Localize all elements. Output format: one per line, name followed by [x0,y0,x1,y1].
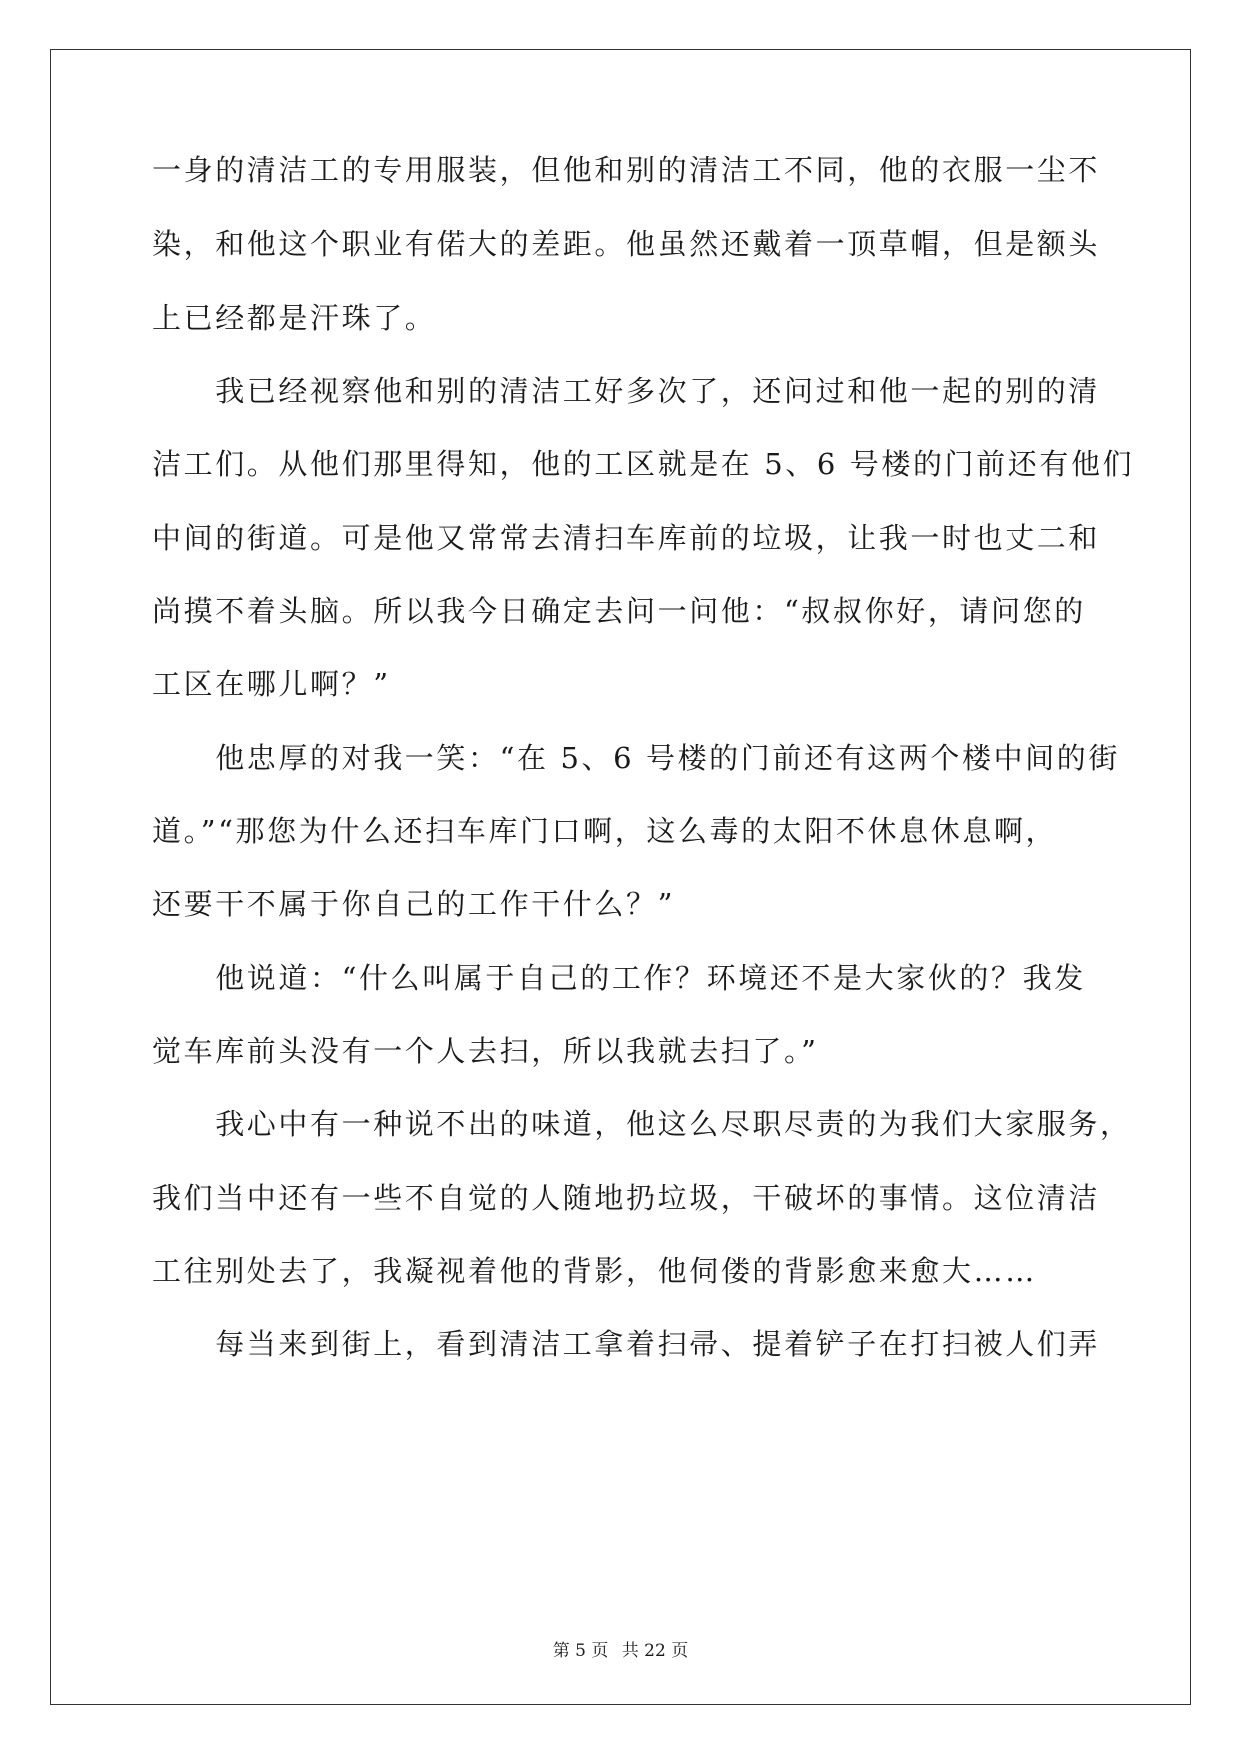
text-line: 我已经视察他和别的清洁工好多次了，还问过和他一起的别的清 [152,374,1101,408]
text-line: 工往别处去了，我凝视着他的背影，他伺偻的背影愈来愈大…… [152,1254,1037,1288]
text-line: 一身的清洁工的专用服装，但他和别的清洁工不同，他的衣服一尘不 [152,153,1101,187]
text-line: 他说道：“什么叫属于自己的工作？环境还不是大家伙的？我发 [152,961,1086,995]
text-line: 道。”“那您为什么还扫车库门口啊，这么毒的太阳不休息休息啊， [152,814,1058,848]
text-line: 觉车库前头没有一个人去扫，所以我就去扫了。” [152,1034,819,1068]
page-number: 第 5 页 [552,1641,609,1661]
text-line: 上已经都是汗珠了。 [152,301,437,335]
text-line: 工区在哪儿啊？” [152,667,391,701]
page-footer [0,1636,1241,1661]
text-line: 洁工们。从他们那里得知，他的工区就是在 5、6 号楼的门前还有他们 [152,447,1135,481]
text-line: 我心中有一种说不出的味道，他这么尽职尽责的为我们大家服务， [152,1107,1132,1141]
page-total: 共 22 页 [621,1641,689,1661]
text-line: 他忠厚的对我一笑：“在 5、6 号楼的门前还有这两个楼中间的街 [152,741,1120,775]
text-line: 每当来到街上，看到清洁工拿着扫帚、提着铲子在打扫被人们弄 [152,1327,1101,1361]
text-line: 尚摸不着头脑。所以我今日确定去问一问他：“叔叔你好，请问您的 [152,594,1086,628]
text-line: 中间的街道。可是他又常常去清扫车库前的垃圾，让我一时也丈二和 [152,521,1101,555]
text-line: 染，和他这个职业有偌大的差距。他虽然还戴着一顶草帽，但是额头 [152,227,1101,261]
text-line: 还要干不属于你自己的工作干什么？” [152,887,676,921]
text-line: 我们当中还有一些不自觉的人随地扔垃圾，干破坏的事情。这位清洁 [152,1181,1101,1215]
